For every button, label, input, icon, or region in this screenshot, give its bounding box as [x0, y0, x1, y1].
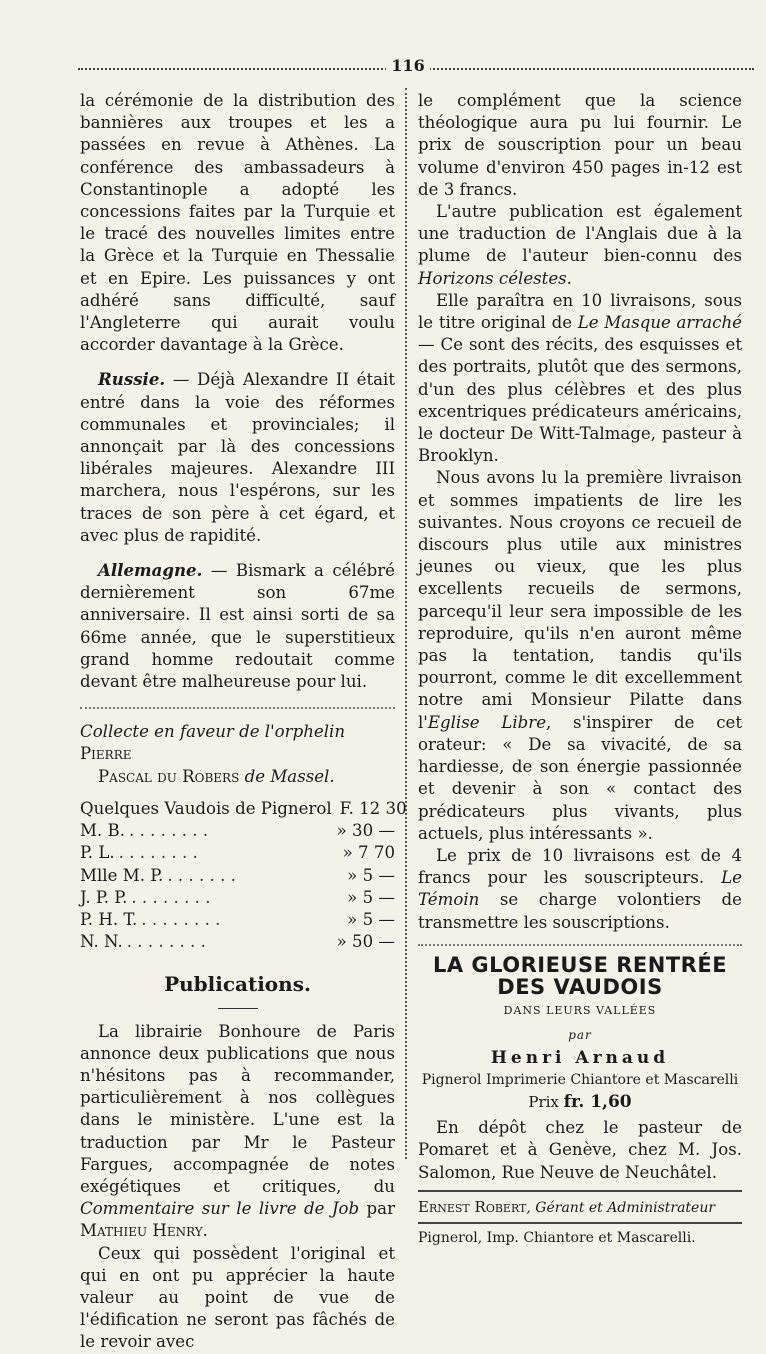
collecte-heading — [80, 721, 395, 788]
publications-heading: Publications. — [164, 972, 311, 997]
footer-manager — [418, 1196, 742, 1219]
donation-row: M. B. . . . . . . . . » 30 — — [80, 821, 395, 841]
footer-rule-2 — [418, 1222, 742, 1224]
manager-role: , Gérant et Administrateur — [526, 1199, 716, 1216]
horizons-title: Horizons célestes. — [418, 268, 572, 288]
eglise-libre-title: Eglise Libre — [427, 712, 547, 732]
advert-par: par — [568, 1028, 592, 1043]
section-separator — [80, 707, 395, 709]
donation-list — [80, 798, 407, 953]
russia-heading: Russie. — [98, 369, 166, 390]
short-rule — [218, 1008, 258, 1009]
collecte-heading-text: Collecte en faveur de l'orphelin — [80, 722, 346, 742]
advert-printer: Pignerol Imprimerie Chiantore et Mascarelli — [421, 1071, 739, 1088]
second-publication-paragraph: L'autre publication est également une traduction de l'Anglais due à la plume de l'auteur bien-connu des Horizons célestes. — [418, 202, 742, 288]
column-divider — [405, 88, 407, 1159]
donation-row: J. P. P. . . . . . . . . » 5 — — [80, 887, 395, 907]
donation-row: N. N. . . . . . . . . » 50 — — [80, 932, 395, 952]
masque-paragraph: Elle paraîtra en 10 livraisons, sous le titre original de Le Masque arraché — Ce sont des récits, des esquisses et des portraits, plutôt que des sermons, d'un des plus célèbres et des plus excentriques prédicateurs américains, le docteur De Witt-Talmage, pasteur à Brooklyn. — [418, 290, 742, 466]
subscription-paragraph: Le prix de 10 livraisons est de 4 francs pour les souscripteurs. Le Témoin se charge volontiers de transmettre les souscriptions. — [418, 845, 742, 932]
germany-paragraph — [80, 559, 395, 693]
footer-rule — [418, 1190, 742, 1192]
greece-paragraph: la cérémonie de la distribution des bannières aux troupes et les a passées en revue à Athènes. La conférence des ambassadeurs à Constantinople a adopté les concessions faites par la Turquie et le tracé des nouvelles limites entre la Grèce et la Turquie en Thessalie et en Epire. Les puissances y ont adhéré sans difficulté, sauf l'Angleterre qui aurait voulu accorder davantage à la Grèce. — [80, 91, 395, 355]
donation-row: Mlle M. P. . . . . . . . » 5 — — [80, 865, 395, 885]
advert-title: LA GLORIEUSE RENTRÉE DES VAUDOIS — [432, 952, 728, 999]
advert-price: Prix fr. 1,60 — [528, 1091, 632, 1112]
publications-paragraph-1: La librairie Bonhoure de Paris annonce deux publications que nous n'hésitons pas à recommander, particulièrement à nos collègues dans le ministère. L'une est la traduction par Mr le Pasteur Fargues, accompagnée de notes exégétiques et critiques, du Commentaire sur le livre de Job par Mathieu Henry. — [80, 1021, 395, 1241]
right-column — [418, 90, 742, 1249]
russia-paragraph — [80, 368, 395, 547]
orphan-village: de Massel. — [239, 766, 335, 786]
review-paragraph: Nous avons lu la première livraison et sommes impatients de lire les suivantes. Nous croyons ce recueil de discours plus utile aux ministres jeunes ou vieux, que les plus excellents recueils de sermons, parcequ'il leur sera impossible de les reproduire, qu'ils n'en auront même pas la tentation, tandis qu'ils pourront, comme le dit excellemment notre ami Monsieur Pilatte dans l'Eglise Libre, s'inspirer de cet orateur: « De sa vivacité, de sa hardiesse, de son énergie passionnée et devenir à son « contact des prédicateurs plus vivants, plus actuels, plus intéressants ». — [418, 468, 742, 843]
publications-paragraph-2: Ceux qui possèdent l'original et qui en ont pu apprécier la haute valeur au point de vue de l'édification ne seront pas fâchés de le revoir avec — [80, 1243, 395, 1352]
donation-row: Quelques Vaudois de Pignerol F. 12 30 — [80, 798, 407, 818]
germany-heading: Allemagne. — [98, 560, 203, 581]
advert-depot: En dépôt chez le pasteur de Pomaret et à Genève, chez M. Jos. Salomon, Rue Neuve de Neuchâtel. — [418, 1118, 742, 1182]
orphan-last-name: Pascal du Robers — [98, 766, 240, 786]
russia-text: — Déjà Alexandre II était entré dans la voie des réformes communales et provinciales; il annonçait par là des concessions libérales majeures. Alexandre III marchera, nous l'espérons, sur les traces de son père à cet égard, et avec plus de rapidité. — [80, 370, 395, 545]
left-column — [80, 90, 407, 1354]
price-paragraph: le complément que la science théologique aura pu lui fournir. Le prix de souscription pour un beau volume d'environ 450 pages in-12 est de 3 francs. — [418, 91, 742, 199]
footer-printer: Pignerol, Imp. Chiantore et Mascarelli. — [418, 1229, 696, 1246]
donation-row: P. H. T. . . . . . . . . » 5 — — [80, 909, 395, 929]
ad-separator — [418, 944, 742, 946]
page-number: 116 — [386, 56, 430, 75]
germany-text: — Bismark a célébré dernièrement son 67me anniversaire. Il est ainsi sorti de sa 66me année, que le superstitieux grand homme redoutait comme devant être malheureuse pour lui. — [80, 561, 395, 692]
price-value: fr. 1,60 — [563, 1091, 632, 1112]
advert-subtitle: DANS LEURS VALLÉES — [503, 1004, 657, 1018]
donation-row: P. L. . . . . . . . . » 7 70 — [80, 843, 395, 863]
advert-author: Henri Arnaud — [490, 1047, 670, 1068]
masque-title: Le Masque arraché — [577, 313, 742, 333]
commentaire-title: Commentaire sur le livre de Job — [80, 1199, 360, 1219]
temoin-title: Le Témoin — [418, 868, 742, 910]
author-name: Mathieu Henry. — [80, 1221, 208, 1241]
orphan-first-name: Pierre — [80, 744, 132, 764]
manager-name: Ernest Robert — [418, 1197, 527, 1216]
